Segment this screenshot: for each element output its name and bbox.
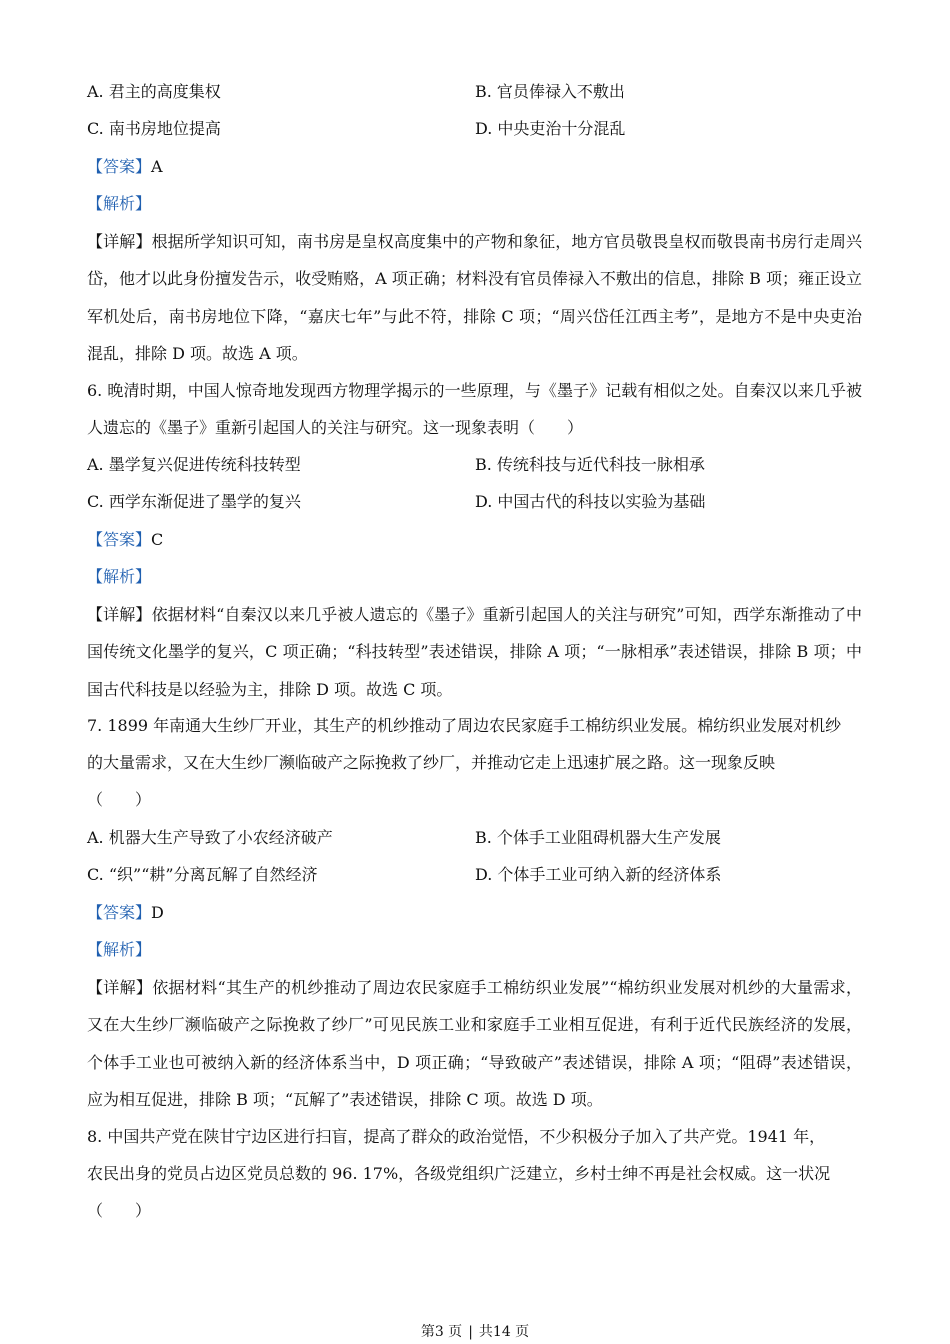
q5-analysis-label: 【解析】 bbox=[87, 194, 152, 213]
detail-text: 根据所学知识可知，南书房是皇权高度集中的产物和象征，地方官员敬畏皇权而敬畏南书房行走周兴岱，他才以此身份擅发告示，收受贿赂，A 项正确；材料没有官员俸禄入不敷出的信息，排除 B 项；雍正设立军机处后，南书房地位下降，“嘉庆七年”与此不符，排除 C 项；“周兴岱任江西主考”，是地方不是中央吏治混乱，排除 D 项。故选 A 项。 bbox=[87, 232, 862, 363]
page-separator: | bbox=[468, 1324, 473, 1340]
q6-option-c: C. 西学东渐促进了墨学的复兴 bbox=[87, 492, 301, 511]
q6-stem: 6. 晚清时期，中国人惊奇地发现西方物理学揭示的一些原理，与《墨子》记载有相似之处。自秦汉以来几乎被人遗忘的《墨子》重新引起国人的关注与研究。这一现象表明（ ） bbox=[87, 381, 862, 438]
q6-option-a: A. 墨学复兴促进传统科技转型 bbox=[87, 455, 301, 474]
answer-value: A bbox=[151, 157, 163, 176]
q6-analysis-label: 【解析】 bbox=[87, 567, 152, 586]
q6-detail bbox=[87, 596, 862, 708]
answer-value: C bbox=[151, 530, 164, 549]
q7-option-b: B. 个体手工业阻碍机器大生产发展 bbox=[475, 828, 721, 847]
q5-option-d: D. 中央吏治十分混乱 bbox=[475, 119, 626, 138]
answer-label: 【答案】 bbox=[87, 157, 152, 176]
page-footer bbox=[0, 1323, 950, 1341]
page-total: 共14 页 bbox=[478, 1324, 530, 1340]
q7-answer bbox=[87, 902, 164, 924]
page-current: 第3 页 bbox=[420, 1324, 463, 1340]
q6-option-d: D. 中国古代的科技以实验为基础 bbox=[475, 492, 706, 511]
q7-stem-line-2: 的大量需求，又在大生纱厂濒临破产之际挽救了纱厂，并推动它走上迅速扩展之路。这一现象反映 bbox=[87, 753, 776, 772]
q5-option-b: B. 官员俸禄入不敷出 bbox=[475, 82, 625, 101]
q8-stem-line-2: 农民出身的党员占边区党员总数的 96. 17%，各级党组织广泛建立，乡村士绅不再是社会权威。这一状况 bbox=[87, 1164, 831, 1183]
q6-answer bbox=[87, 529, 163, 551]
q5-detail bbox=[87, 223, 862, 372]
q8-stem-line-3: （ ） bbox=[87, 1201, 152, 1220]
answer-label: 【答案】 bbox=[87, 530, 152, 549]
answer-value: D bbox=[151, 903, 164, 922]
q6-option-b: B. 传统科技与近代科技一脉相承 bbox=[475, 455, 705, 474]
q7-option-d: D. 个体手工业可纳入新的经济体系 bbox=[475, 865, 722, 884]
q7-option-a: A. 机器大生产导致了小农经济破产 bbox=[87, 828, 333, 847]
detail-label: 【详解】 bbox=[87, 978, 153, 997]
q5-option-c: C. 南书房地位提高 bbox=[87, 119, 221, 138]
detail-text: 依据材料“自秦汉以来几乎被人遗忘的《墨子》重新引起国人的关注与研究”可知，西学东渐推动了中国传统文化墨学的复兴，C 项正确；“科技转型”表述错误，排除 A 项；“一脉相承”表述错误，排除 B 项；中国古代科技是以经验为主，排除 D 项。故选 C 项。 bbox=[87, 605, 862, 699]
q5-answer bbox=[87, 156, 163, 178]
q8-stem-line-1: 8. 中国共产党在陕甘宁边区进行扫盲，提高了群众的政治觉悟，不少积极分子加入了共产党。1941 年， bbox=[87, 1127, 826, 1146]
q7-analysis-label: 【解析】 bbox=[87, 940, 152, 959]
q7-detail bbox=[87, 969, 862, 1118]
q7-stem-line-3: （ ） bbox=[87, 790, 152, 809]
q7-stem-line-1: 7. 1899 年南通大生纱厂开业，其生产的机纱推动了周边农民家庭手工棉纺织业发展。棉纺织业发展对机纱 bbox=[87, 716, 842, 735]
detail-label: 【详解】 bbox=[87, 605, 152, 624]
detail-label: 【详解】 bbox=[87, 232, 152, 251]
detail-text: 依据材料“其生产的机纱推动了周边农民家庭手工棉纺织业发展”“棉纺织业发展对机纱的大量需求，又在大生纱厂濒临破产之际挽救了纱厂”可见民族工业和家庭手工业相互促进，有利于近代民族经济的发展，个体手工业也可被纳入新的经济体系当中，D 项正确；“导致破产”表述错误，排除 A 项；“阻碍”表述错误，应为相互促进，排除 B 项；“瓦解了”表述错误，排除 C 项。故选 D 项。 bbox=[87, 978, 862, 1109]
q7-option-c: C. “织”“耕”分离瓦解了自然经济 bbox=[87, 865, 318, 884]
q5-option-a: A. 君主的高度集权 bbox=[87, 82, 221, 101]
answer-label: 【答案】 bbox=[87, 903, 152, 922]
